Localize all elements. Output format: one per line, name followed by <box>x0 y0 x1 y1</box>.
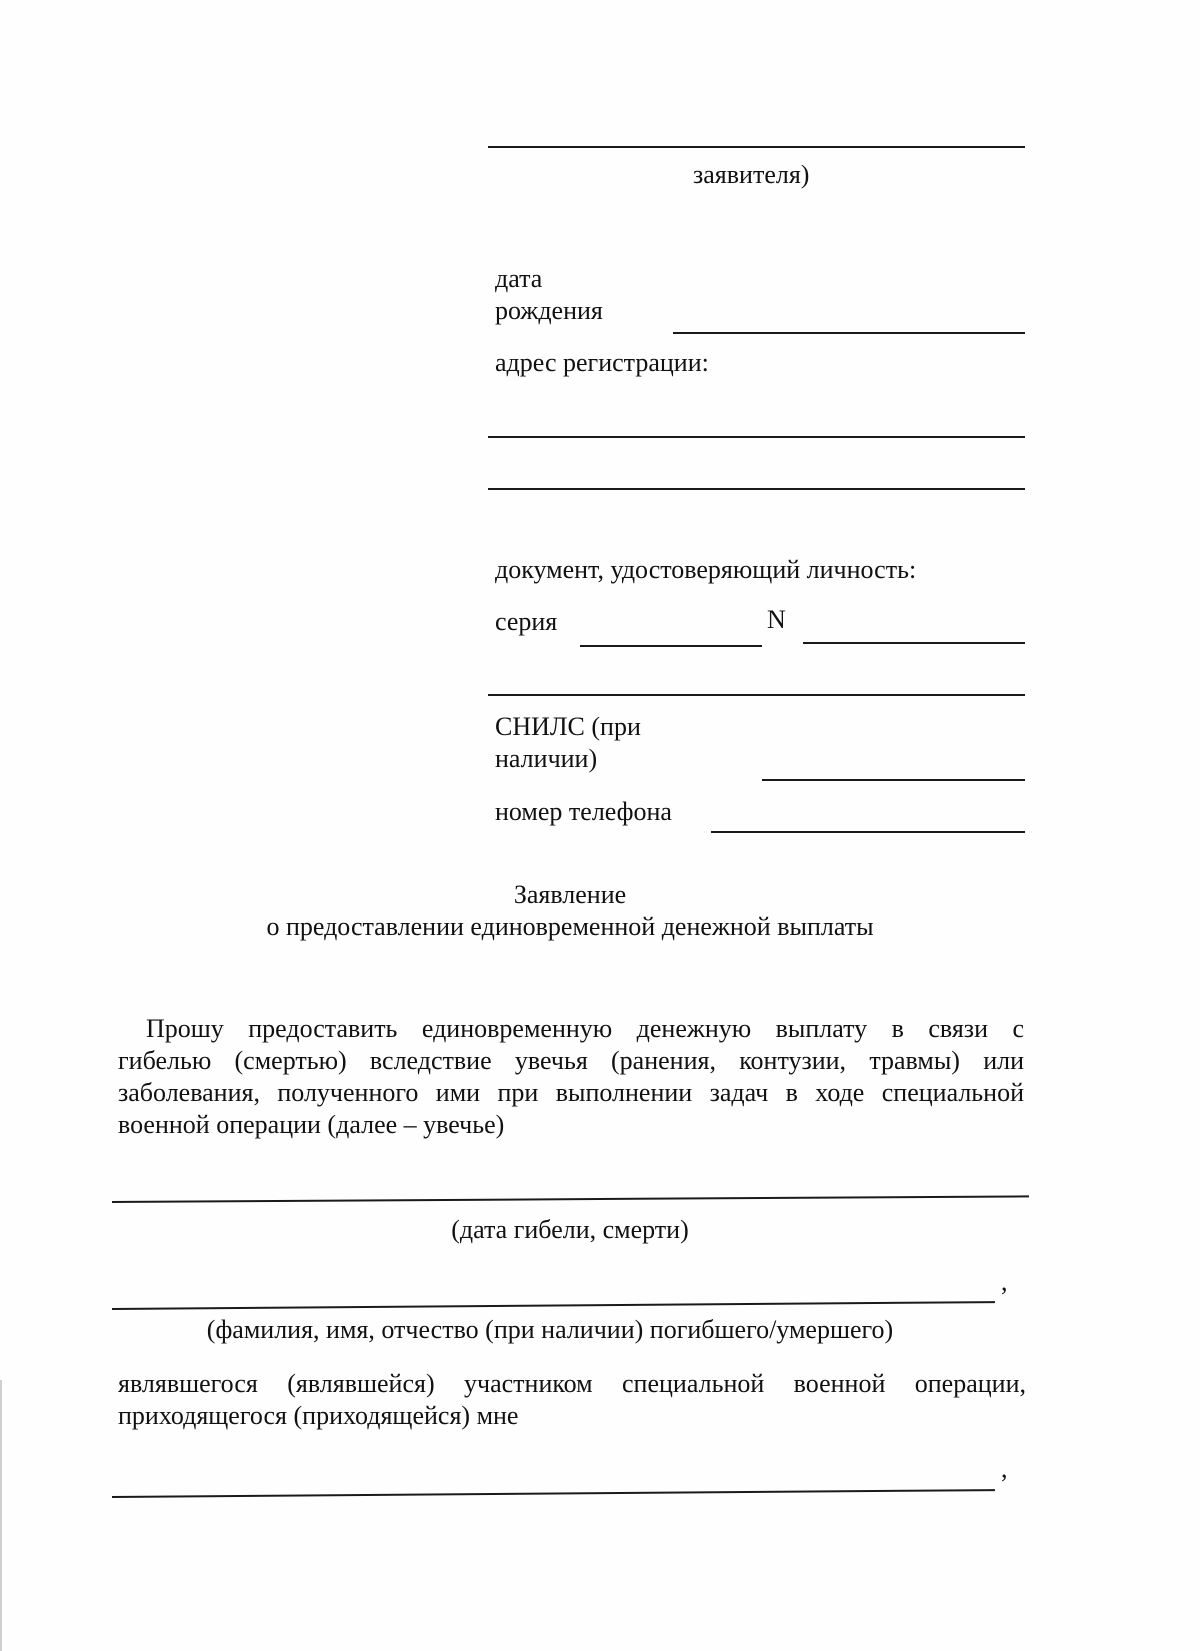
comma-after-relation-field: , <box>1001 1454 1008 1483</box>
deceased-name-field[interactable] <box>112 1301 995 1310</box>
id-document-extra-line[interactable] <box>488 694 1025 696</box>
address-field-line2[interactable] <box>488 488 1025 490</box>
address-label: адрес регистрации: <box>495 348 709 377</box>
address-field-line1[interactable] <box>488 436 1025 438</box>
relation-field[interactable] <box>112 1489 995 1498</box>
request-paragraph-line: заболевания, полученного ими при выполнении задач в ходе специальной <box>118 1078 1024 1107</box>
request-paragraph-line: гибелью (смертью) вследствие увечья (ранения, контузии, травмы) или <box>118 1046 1024 1075</box>
request-paragraph-line: Прошу предоставить единовременную денежную выплату в связи с <box>146 1014 1024 1043</box>
snils-label-line2: наличии) <box>495 744 598 773</box>
document-subtitle: о предоставлении единовременной денежной выплаты <box>266 912 874 941</box>
relation-paragraph <box>118 1368 1026 1432</box>
comma-after-deceased-field: , <box>1001 1267 1008 1296</box>
deceased-caption: (фамилия, имя, отчество (при наличии) погибшего/умершего) <box>206 1315 894 1344</box>
document-title: Заявление <box>513 880 627 909</box>
relation-paragraph-line: приходящегося (приходящейся) мне <box>118 1401 519 1430</box>
request-paragraph <box>118 1013 1024 1141</box>
series-label: серия <box>495 607 558 636</box>
request-paragraph-line: военной операции (далее – увечье) <box>118 1110 505 1139</box>
death-date-field[interactable] <box>112 1195 1029 1203</box>
phone-label: номер телефона <box>495 797 672 826</box>
series-field[interactable] <box>580 645 762 647</box>
applicant-caption: заявителя) <box>693 160 810 189</box>
number-label: N <box>767 605 786 634</box>
relation-paragraph-line: являвшегося (являвшейся) участником специальной военной операции, <box>118 1369 1026 1398</box>
death-date-caption: (дата гибели, смерти) <box>451 1215 689 1244</box>
snils-field[interactable] <box>762 779 1025 781</box>
snils-label-line1: СНИЛС (при <box>495 712 641 741</box>
number-field[interactable] <box>803 642 1025 644</box>
birth-date-label-line2: рождения <box>495 296 603 325</box>
scan-edge <box>0 1380 2 1651</box>
phone-field[interactable] <box>711 831 1025 833</box>
birth-date-field[interactable] <box>673 332 1025 334</box>
birth-date-label-line1: дата <box>495 264 543 293</box>
id-document-label: документ, удостоверяющий личность: <box>495 555 917 584</box>
applicant-name-line[interactable] <box>488 146 1025 148</box>
